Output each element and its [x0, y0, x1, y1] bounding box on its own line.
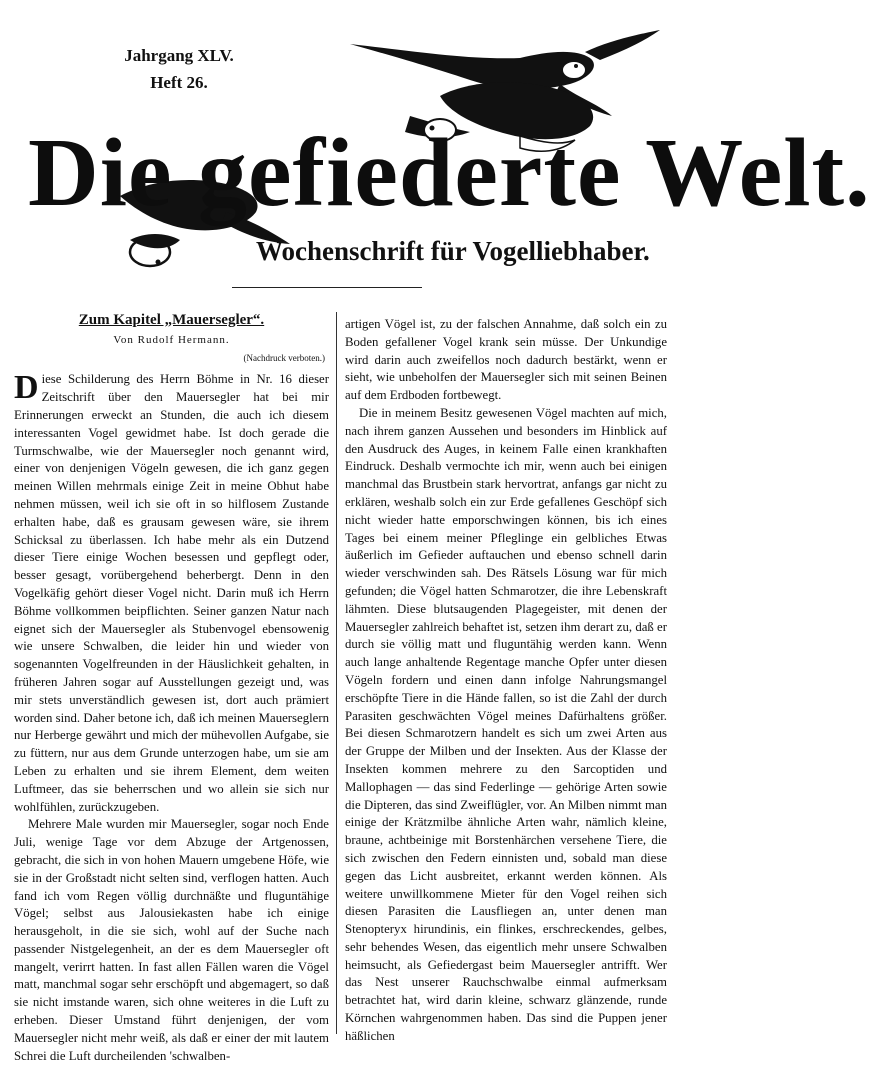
paragraph-text: iese Schilderung des Herrn Böhme in Nr. 16 dieser Zeitschrift über den Mauersegler hat bei mir Erinnerungen erweckt an Stunden, die auch ich diesem interessanten Vogel gewidmet habe. Ist doch gerade die Turmschwalbe, wie der Mauersegler noch genannt wird, einer von denjenigen Vögeln gewesen, die ich ganz gegen meinen Willen mehrmals einige Zeit in meine Obhut habe nehmen müssen, weil ich sie oft in so hilflosem Zustande erhalten habe, daß es grausam gewesen wäre, sie ihrem Schicksal zu überlassen. Ich habe mehr als ein Dutzend dieser Tiere einige Wochen besessen und gepflegt oder, besser gesagt, vorübergehend beherbergt. Denn in den Vogelkäfig gehört dieser Vogel nicht. Darin muß ich Herrn Böhme vollkommen beipflichten. Seiner ganzen Natur nach eignet sich der Mauersegler als Stubenvogel ebensowenig wie unsere Schwalben, die leider hin und wieder von sogenannten Vogelfreunden in der Häuslichkeit gehalten, in früheren Jahren sogar auf Ausstellungen gezeigt und, was mir stets unverständlich gewesen ist, dort auch prämiert worden sind. Daher betone ich, daß ich meinen Mauerseglern nur Herberge gewährt und mich der mühevollen Aufgabe, sie zu füttern, nur aus dem Grunde unterzogen habe, um sie am Leben zu erhalten und sie ihrem Element, dem weiten Luftmeer, das sie beherrschen und wo allein sie sich nur wohlfühlen, zurückzugeben.	[14, 372, 329, 814]
drop-cap: D	[14, 369, 39, 407]
volume-label: Jahrgang XLV.	[124, 46, 234, 65]
paragraph: artigen Vögel ist, zu der falschen Annahme, daß solch ein zu Boden gefallener Vogel krank sein müsse. Der Unkundige wird darin auch zweifellos noch dadurch bestärkt, wenn er sieht, wie unbeholfen der Mauersegler sich mit seinen Beinen auf dem Erdboden fortbewegt.	[345, 317, 667, 403]
column-right	[345, 316, 667, 1046]
article-title: Zum Kapitel „Mauersegler“.	[78, 312, 265, 328]
issue-label: Heft 26.	[150, 73, 208, 92]
reprint-notice: (Nachdruck verboten.)	[243, 352, 325, 363]
column-divider	[336, 312, 337, 1034]
masthead-subtitle: Wochenschrift für Vogelliebhaber.	[256, 236, 650, 266]
header-rule	[232, 287, 422, 288]
paragraph	[14, 371, 329, 816]
paragraph: Mehrere Male wurden mir Mauersegler, sogar noch Ende Juli, wenige Tage vor dem Abzuge der Artgenossen, gebracht, die sich in von hohen Mauern umgebene Höfe, wie sie in der Großstadt nicht selten sind, verflogen hatten. Auch fand ich vom Regen völlig durchnäßte und fluguntähige Vögel; selbst aus Jalousiekasten habe ich einige herausgeholt, in die sie sich, wohl auf der Suche nach passender Nistgelegenheit, an der es dem Mauersegler oft mangelt, verirrt hatten. In fast allen Fällen waren die Vögel matt, manchmal sogar sehr erschöpft und abgemagert, so daß sie nicht imstande waren, sich ohne weiteres in die Luft zu erheben. Dieser Umstand führt denjenigen, der vom Mauersegler nicht mehr weiß, als daß er einer der mit lautem Schrei die Luft durcheilenden 'schwalben-	[14, 817, 329, 1063]
column-left	[14, 312, 329, 1065]
article-byline: Von Rudolf Hermann.	[113, 333, 230, 346]
paragraph: Die in meinem Besitz gewesenen Vögel machten auf mich, nach ihrem ganzen Aussehen und besonders im Hinblick auf den Ausdruck des Auges, in keinem Falle einen krankhaften Eindruck. Deshalb vermochte ich mir, wenn auch bei einigen manchmal das Brustbein stark hervortrat, anfangs gar nicht zu erklären, weshalb solch ein zur Erde gefallenes Geschöpf sich nicht wieder hatte emporschwingen können, bis ich eines Tages bei einem meiner Pfleglinge ein gelbliches Etwas äußerlich im Gefieder auftauchen und ebenso schnell darin wieder verschwinden sah. Des Rätsels Lösung war für mich gefunden; die Vögel hatten Schmarotzer, die ihre Lebenskraft lähmten. Diese blutsaugenden Plagegeister, mit denen der Mauersegler zahlreich behaftet ist, setzen ihm derart zu, daß er durch sie völlig matt und fluguntähig werden kann. Wenn auch lange anhaltende Regentage manche Opfer unter diesen Vögeln fordern und einen dann infolge Nahrungsmangel erschöpfte Tiere in die Hände fallen, so ist die Zahl der durch Parasiten geschwächten Vögel meines Dafürhaltens größer. Bei diesen Schmarotzern handelt es sich um zwei Arten aus der Gruppe der Milben und der Insekten. Aus der Klasse der Insekten kommen mehrere zu den Sarcoptiden und Mallophagen — das sind Federlinge — gehörige Arten sowie die Dipteren, das sind Zweiflügler, vor. An Milben nimmt man einige der Krätzmilbe ähnliche Arten wahr, nämlich kleine, braune, achtbeinige mit Borstenhärchen versehene Tiere, die sich zwischen den Federn einnisten und, sobald man diese gegen das Licht ausbreitet, erkannt werden können. Als weitere unwillkommene Mieter für den Vogel reihen sich diesen Parasiten die Lausfliegen an, unter denen man Stenopteryx hirundinis, ein flinkes, erschreckendes, gelbes, sehr behendes Wesen, das eigentlich mehr unsere Schwalben heimsucht, als Gefiedergast beim Mauersegler antrifft. Wer das Nest unserer Rauchschwalbe einmal aufmerksam betrachtet hat, wird darin kleine, schwarz glänzende, runde Körnchen wahrgenommen haben. Das sind die Puppen jener häßlichen	[345, 405, 667, 1043]
masthead-title: Die gefiederte Welt.	[28, 119, 871, 227]
